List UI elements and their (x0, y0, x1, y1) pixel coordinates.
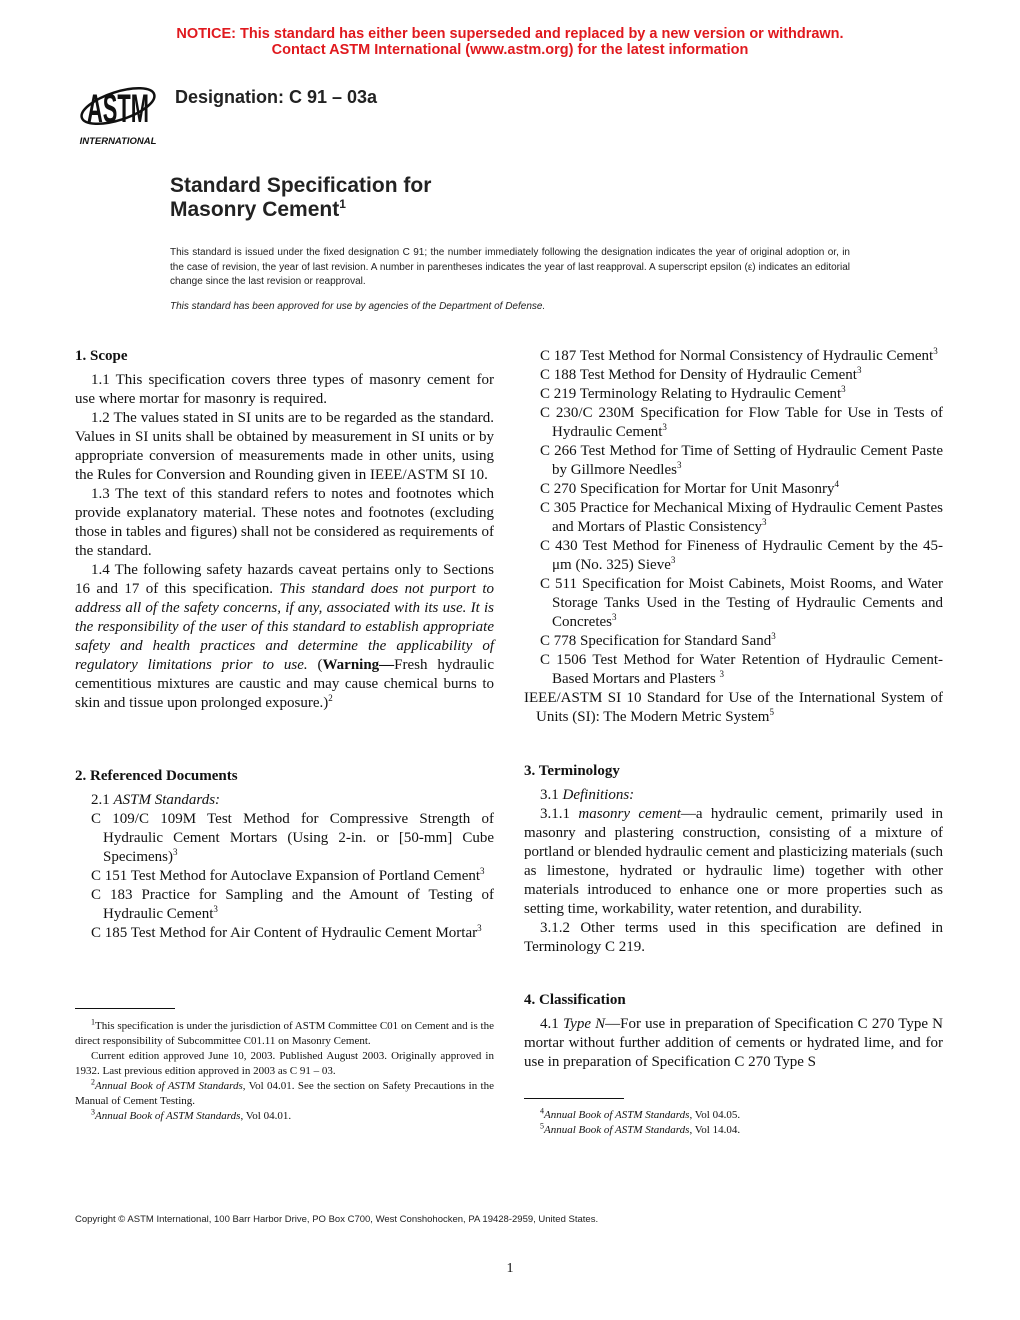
reference-item (524, 499, 943, 537)
footnote-number: 2 (91, 1077, 95, 1087)
paragraph (75, 561, 494, 713)
footnote-ref: 3 (933, 346, 938, 356)
reference-item (524, 442, 943, 480)
footnote-ref: 3 (172, 847, 178, 857)
footnote-ref: 3 (611, 612, 617, 622)
caveat-text: This standard does not purport to address all of the safety concerns, if any, associated with its use. It is the responsibility of the user of this standard to establish appropriate safety and health practices and determine the applicability of regulatory limitations prior to use. (75, 581, 494, 673)
reference-item (524, 651, 943, 689)
footnote-number: 1 (91, 1017, 95, 1027)
footnote-ref: 2 (328, 693, 333, 703)
referenced-documents-continued (524, 347, 943, 727)
warning-label: Warning— (322, 657, 395, 673)
footnote (524, 1123, 943, 1138)
text: C 109/C 109M Test Method for Compressive Strength of Hydraulic Cement Mortars (Using 2-in. or [50-mm] Cube Specimens) (91, 811, 494, 865)
footnote-ref: 3 (213, 904, 218, 914)
reference-item (508, 689, 943, 727)
text: C 230/C 230M Specification for Flow Table for Use in Tests of Hydraulic Cement (540, 405, 943, 440)
text: —a hydraulic cement, primarily used in masonry and plastering construction, consisting of a mixture of portland or blended hydraulic cement and plasticizing materials (such as limestone, hydrated or hydraulic lime) together with other materials introduced to enhance one or more properties such as setting time, workability, water retention, and durability. (524, 806, 943, 917)
text: , Vol 04.01. (240, 1110, 292, 1122)
footnote-ref: 3 (662, 422, 667, 432)
notice-line: Contact ASTM International (www.astm.org) for the latest information (271, 42, 749, 58)
text: 3.1.1 (540, 806, 579, 822)
paragraph: 1.1 This specification covers three types of masonry cement for use where mortar for masonry is required. (75, 372, 494, 407)
text: IEEE/ASTM SI 10 Standard for Use of the International System of Units (SI): The Modern Metric System (524, 690, 943, 725)
title-line (170, 198, 431, 222)
text: C 305 Practice for Mechanical Mixing of Hydraulic Cement Pastes and Mortars of Plastic Consistency (540, 500, 943, 535)
text: , Vol 14.04. (689, 1124, 741, 1136)
footnote-ref: 3 (670, 555, 676, 565)
text: C 1506 Test Method for Water Retention of Hydraulic Cement-Based Mortars and Plasters (540, 652, 943, 687)
classification-section (524, 991, 943, 1072)
text: ( (307, 657, 323, 673)
section-heading: 4. Classification (524, 992, 626, 1008)
reference-item (75, 867, 494, 886)
section-heading: 1. Scope (75, 348, 128, 364)
section-heading: 3. Terminology (524, 763, 620, 779)
paragraph: 3.1.2 Other terms used in this specification are defined in Terminology C 219. (524, 920, 943, 955)
defined-term: masonry cement (578, 806, 681, 822)
designation: Designation: C 91 – 03a (175, 87, 378, 107)
footnote-number: 5 (540, 1121, 544, 1131)
referenced-documents-section (75, 767, 494, 943)
terminology-section (524, 762, 943, 957)
footnotes-right (524, 1108, 943, 1138)
text: Fresh hydraulic cementitious mixtures are caustic and may cause chemical burns to skin and tissue upon prolonged exposure.) (75, 657, 495, 711)
footnote-divider (524, 1098, 624, 1099)
reference-item (524, 366, 943, 385)
dod-approval-note: This standard has been approved for use by agencies of the Department of Defense. (170, 301, 546, 312)
astm-logo (76, 76, 160, 148)
paragraph (75, 791, 494, 810)
footnote-ref: 4 (834, 479, 840, 489)
text: C 188 Test Method for Density of Hydraulic Cement (540, 367, 857, 383)
reference-item (75, 810, 494, 867)
title-line: Standard Specification for (170, 174, 432, 197)
svg-text:INTERNATIONAL: INTERNATIONAL (79, 136, 157, 147)
text: , Vol 04.05. (689, 1109, 741, 1121)
reference-item (524, 480, 943, 499)
text: C 270 Specification for Mortar for Unit Masonry (540, 481, 835, 497)
scope-section (75, 347, 494, 713)
copyright-notice: Copyright © ASTM International, 100 Barr Harbor Drive, PO Box C700, West Conshohocken, PA 19428-2959, United States. (75, 1214, 599, 1225)
section-heading: 2. Referenced Documents (75, 768, 238, 784)
text: , Vol 04.01. See the section on Safety Precautions in the Manual of Cement Testing. (75, 1080, 494, 1107)
text: C 778 Specification for Standard Sand (540, 633, 772, 649)
reference-item (75, 924, 494, 943)
footnote (75, 1109, 494, 1124)
title-text: Masonry Cement (170, 198, 340, 221)
footnote-number: 4 (540, 1106, 544, 1116)
text: C 266 Test Method for Time of Setting of Hydraulic Cement Paste by Gillmore Needles (540, 443, 943, 478)
text: Annual Book of ASTM Standards (95, 1110, 241, 1122)
text: 1.4 The following safety hazards caveat pertains only to Sections 16 and 17 of this specification. (75, 562, 494, 597)
footnote (524, 1108, 943, 1123)
subheading: ASTM Standards: (113, 792, 221, 808)
page-number: 1 (506, 1261, 514, 1276)
text: C 151 Test Method for Autoclave Expansion of Portland Cement (91, 868, 481, 884)
text: 4.1 (540, 1016, 563, 1032)
supersession-notice (0, 26, 1020, 58)
footnote (75, 1079, 494, 1109)
text: C 511 Specification for Moist Cabinets, Moist Rooms, and Water Storage Tanks Used in the Testing of Hydraulic Cements and Concretes (540, 576, 943, 630)
reference-item (75, 886, 494, 924)
svg-text:ASTM: ASTM (87, 87, 149, 131)
text: C 185 Test Method for Air Content of Hydraulic Cement Mortar (91, 925, 478, 941)
page-title (170, 174, 431, 222)
reference-item (524, 575, 943, 632)
paragraph (524, 786, 943, 805)
text: C 187 Test Method for Normal Consistency of Hydraulic Cement (540, 348, 934, 364)
reference-item (524, 347, 943, 366)
footnote-ref: 3 (856, 365, 862, 375)
text: Annual Book of ASTM Standards (95, 1080, 243, 1092)
paragraph (524, 1015, 943, 1072)
text: C 430 Test Method for Fineness of Hydraulic Cement by the 45-μm (No. 325) Sieve (540, 538, 943, 573)
footnote-ref: 3 (676, 460, 682, 470)
paragraph (524, 805, 943, 919)
text: Annual Book of ASTM Standards (544, 1109, 690, 1121)
text: 2.1 (91, 792, 114, 808)
footnote-ref: 3 (841, 384, 846, 394)
footnote-number: 3 (91, 1107, 95, 1117)
footnote: Current edition approved June 10, 2003. Published August 2003. Originally approved in 1932. Last previous edition approved in 2003 as C 91 – 03. (75, 1050, 494, 1077)
footnote-ref: 3 (719, 669, 724, 679)
text: C 183 Practice for Sampling and the Amount of Testing of Hydraulic Cement (91, 887, 494, 922)
footnote-ref: 1 (339, 197, 346, 211)
footnote-ref: 3 (480, 866, 485, 876)
footnote (75, 1019, 494, 1049)
paragraph: 1.3 The text of this standard refers to notes and footnotes which provide explanatory material. These notes and footnotes (excluding those in tables and figures) shall not be considered as requirements of the standard. (75, 486, 494, 559)
footnotes-left (75, 1019, 494, 1124)
reference-item (524, 537, 943, 575)
footnote-ref: 3 (477, 923, 482, 933)
footnote-divider (75, 1008, 175, 1009)
issuance-note: This standard is issued under the fixed designation C 91; the number immediately following the designation indicates the year of original adoption or, in the case of revision, the year of last revision. A number in parentheses indicates the year of last reapproval. A superscript epsilon (ε) indicates an editorial change since the last revision or reapproval. (170, 247, 850, 287)
text: 3.1 (540, 787, 563, 803)
subheading: Definitions: (562, 787, 635, 803)
paragraph: 1.2 The values stated in SI units are to be regarded as the standard. Values in SI units shall be obtained by measurement in SI units or by appropriate conversion of measurements made in other units, using the Rules for Conversion and Rounding given in IEEE/ASTM SI 10. (75, 410, 494, 483)
reference-item (524, 404, 943, 442)
footnote-ref: 3 (761, 517, 767, 527)
reference-item (524, 385, 943, 404)
reference-item (524, 632, 943, 651)
footnote-ref: 3 (771, 631, 776, 641)
text: Annual Book of ASTM Standards (544, 1124, 690, 1136)
type-label: Type N (562, 1016, 606, 1032)
text: C 219 Terminology Relating to Hydraulic Cement (540, 386, 842, 402)
text: This specification is under the jurisdiction of ASTM Committee C01 on Cement and is the direct responsibility of Subcommittee C01.11 on Masonry Cement. (75, 1020, 494, 1047)
footnote-ref: 5 (769, 707, 774, 717)
notice-line: NOTICE: This standard has either been superseded and replaced by a new version or withdrawn. (176, 26, 844, 42)
text: —For use in preparation of Specification C 270 Type N mortar without further addition of cements or hydrated lime, and for use in preparation of Specification C 270 Type S (524, 1016, 944, 1070)
